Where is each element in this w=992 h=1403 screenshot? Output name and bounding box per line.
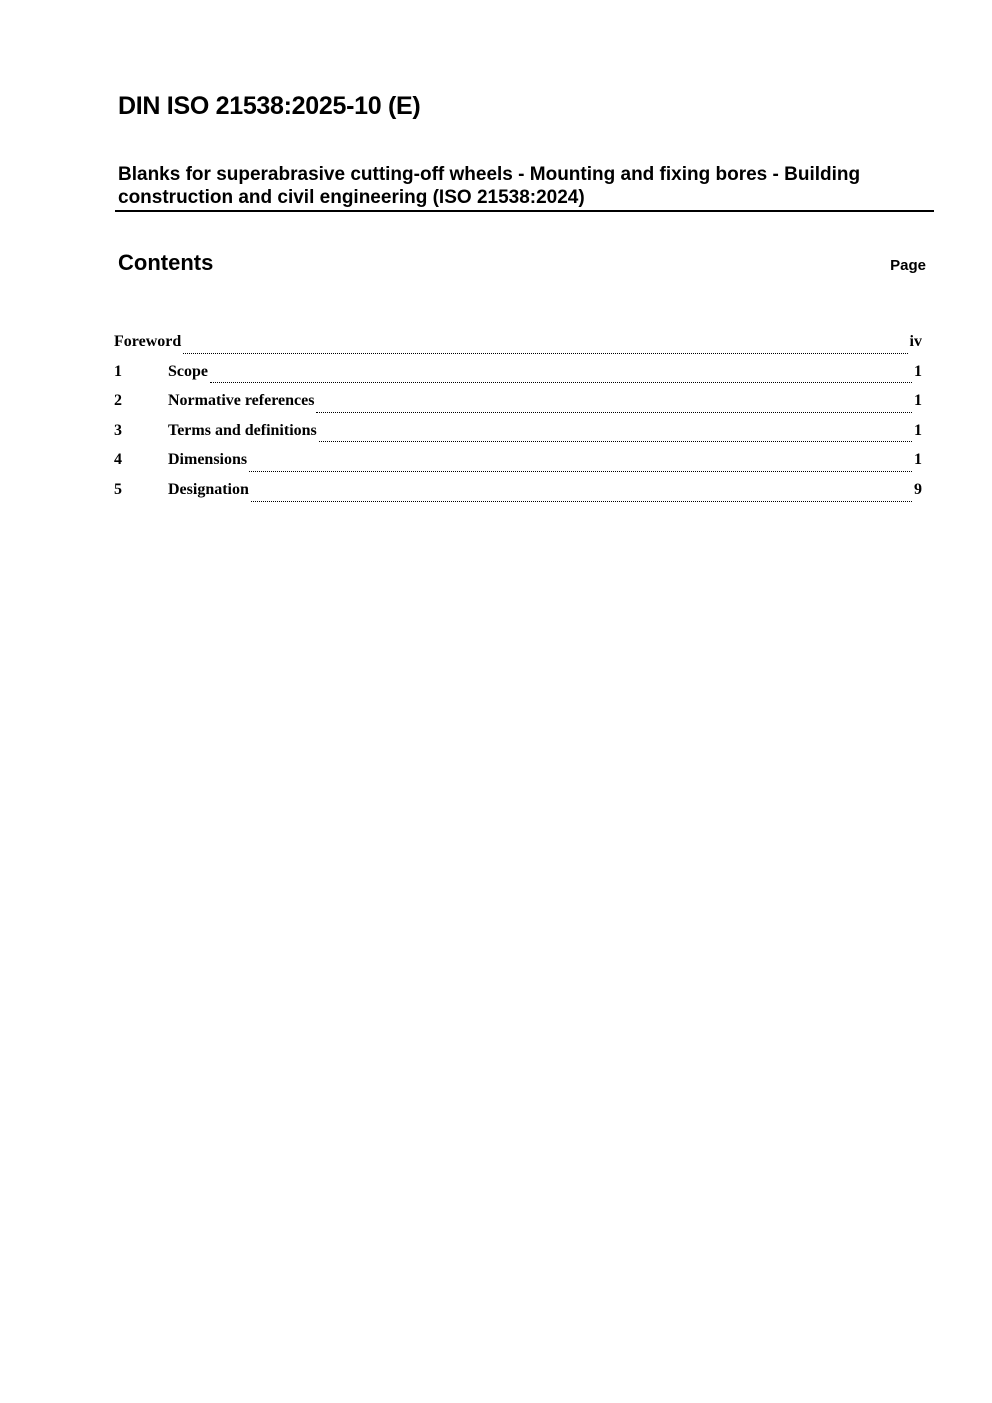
document-title: Blanks for superabrasive cutting-off wheels - Mounting and fixing bores - Building construction and civil engineering (ISO 21538:2024) (118, 164, 861, 208)
contents-heading: Contents (118, 250, 214, 275)
toc-entry-page: 1 (914, 362, 922, 380)
toc-entry-number: 4 (114, 451, 122, 469)
document-id: DIN ISO 21538:2025-10 (E) (118, 92, 421, 120)
toc-entry-page: 9 (914, 480, 922, 498)
table-of-contents (114, 333, 922, 511)
toc-entry-designation[interactable] (114, 481, 922, 511)
toc-leader-dots (319, 440, 912, 442)
toc-entry-number: 3 (114, 421, 122, 439)
toc-entry-number: 5 (114, 480, 122, 498)
toc-entry-normative-references[interactable] (114, 392, 922, 422)
toc-entry-label: Foreword (114, 333, 182, 350)
title-divider (115, 210, 934, 212)
toc-entry-label: Scope (168, 362, 208, 380)
toc-entry-foreword[interactable] (114, 333, 922, 363)
toc-entry-page: 1 (914, 392, 922, 410)
toc-leader-dots (316, 411, 912, 413)
toc-leader-dots (249, 470, 912, 472)
toc-entry-dimensions[interactable] (114, 451, 922, 481)
toc-entry-label: Terms and definitions (168, 421, 317, 439)
toc-entry-number: 2 (114, 392, 122, 410)
toc-entry-label: Dimensions (168, 451, 248, 469)
toc-entry-label: Normative references (168, 392, 315, 410)
toc-entry-terms-and-definitions[interactable] (114, 422, 922, 452)
toc-entry-page: 1 (914, 451, 922, 469)
toc-entry-scope[interactable] (114, 363, 922, 393)
toc-entry-page: 1 (914, 421, 922, 439)
toc-leader-dots (210, 381, 912, 383)
toc-entry-number: 1 (114, 362, 122, 380)
toc-entry-label: Designation (168, 480, 249, 498)
toc-leader-dots (251, 500, 912, 502)
toc-leader-dots (183, 352, 907, 354)
page-column-heading: Page (890, 257, 926, 274)
toc-entry-page: iv (909, 333, 922, 350)
